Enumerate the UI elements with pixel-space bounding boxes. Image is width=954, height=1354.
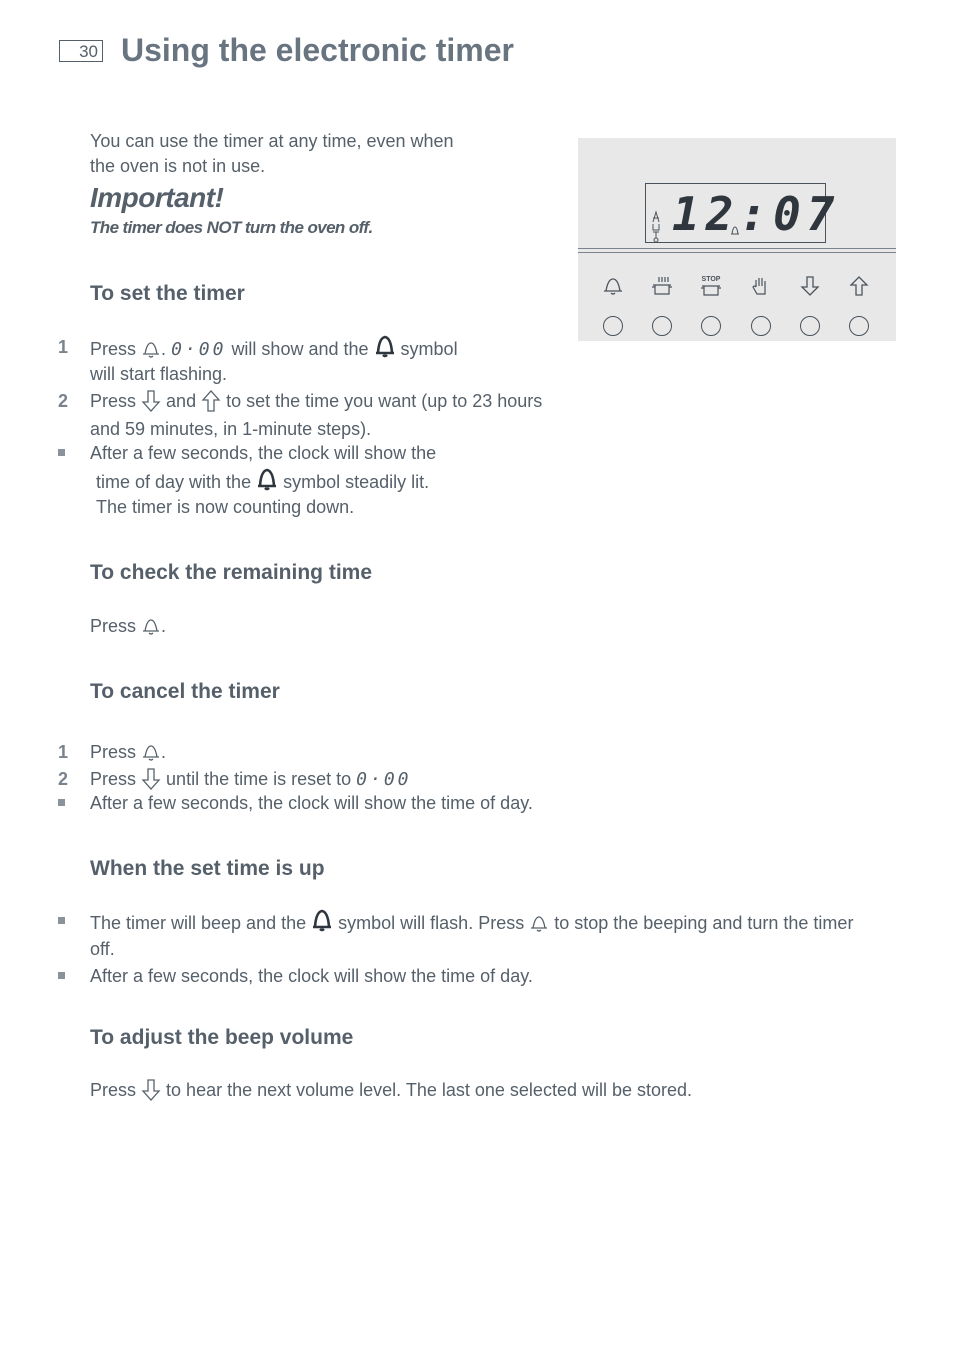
bell-icon	[141, 616, 161, 636]
bell-icon	[141, 742, 161, 762]
step-number: 2	[58, 769, 69, 789]
bullet	[58, 799, 65, 806]
bullet	[58, 917, 65, 924]
bell-indicator-icon	[730, 225, 740, 237]
arrow-up-icon	[849, 275, 869, 297]
time-up-bullet-1-line-2: off.	[90, 939, 115, 959]
bullet	[58, 449, 65, 456]
step-number: 1	[58, 742, 69, 762]
time-up-bullet-1-line-1: The timer will beep and the symbol will flash. Press to stop the beeping and turn the timer	[90, 908, 853, 936]
bell-solid-icon	[311, 908, 333, 932]
stop-time-button[interactable]	[701, 316, 721, 336]
step-number: 2	[58, 391, 69, 411]
arrow-up-icon	[201, 389, 221, 413]
bell-solid-icon	[374, 334, 396, 358]
cancel-step-1: Press .	[90, 742, 167, 762]
time-up-heading: When the set time is up	[90, 857, 325, 880]
arrow-down-icon	[800, 275, 820, 297]
set-step-2-line-1: Press and to set the time you want (up to 23 hours	[90, 391, 543, 411]
display-zero: 0·00	[171, 339, 227, 360]
bell-icon	[602, 276, 624, 296]
set-timer-heading: To set the timer	[90, 282, 245, 305]
decrease-button[interactable]	[800, 316, 820, 336]
bullet	[58, 972, 65, 979]
page-number: 30	[59, 40, 103, 62]
intro-line-2: the oven is not in use.	[90, 156, 266, 176]
volume-text: Press to hear the next volume level. The last one selected will be stored.	[90, 1080, 693, 1100]
oven-control-panel	[578, 138, 896, 341]
cancel-bullet: After a few seconds, the clock will show the time of day.	[90, 793, 533, 813]
arrow-down-icon	[141, 767, 161, 791]
arrow-down-icon	[141, 1078, 161, 1102]
hand-icon	[750, 275, 770, 297]
clock-time: 12:07	[672, 187, 841, 241]
bell-icon	[141, 339, 161, 359]
set-step-1-line-1: Press . 0·00 will show and the symbol	[90, 334, 458, 363]
time-up-bullet-2: After a few seconds, the clock will show the time of day.	[90, 966, 533, 986]
check-time-text: Press .	[90, 616, 167, 636]
pot-icon	[650, 275, 674, 297]
arrow-down-icon	[141, 389, 161, 413]
cancel-timer-heading: To cancel the timer	[90, 680, 280, 703]
cook-time-button[interactable]	[652, 316, 672, 336]
display-zero: 0·00	[356, 769, 412, 790]
stop-label: STOP	[701, 276, 721, 283]
set-step-1-line-2: will start flashing.	[90, 364, 228, 384]
important-heading: Important!	[90, 182, 224, 213]
check-time-heading: To check the remaining time	[90, 561, 373, 584]
set-step-2-line-2: and 59 minutes, in 1-minute steps).	[90, 419, 372, 439]
bell-icon	[529, 913, 549, 933]
cancel-step-2: Press until the time is reset to 0·00	[90, 769, 412, 790]
step-number: 1	[58, 337, 69, 357]
auto-indicator-icon	[651, 210, 661, 242]
page-title: Using the electronic timer	[121, 32, 514, 68]
manual-button[interactable]	[751, 316, 771, 336]
increase-button[interactable]	[849, 316, 869, 336]
volume-heading: To adjust the beep volume	[90, 1026, 354, 1049]
bell-solid-icon	[256, 467, 278, 491]
timer-button[interactable]	[603, 316, 623, 336]
clock-display	[645, 183, 841, 243]
intro-line-1: You can use the timer at any time, even when	[90, 131, 454, 151]
set-bullet-line-1: After a few seconds, the clock will show the	[90, 443, 437, 463]
set-bullet-line-3: The timer is now counting down.	[96, 497, 355, 517]
set-bullet-line-2: time of day with the symbol steadily lit.	[96, 467, 429, 495]
stop-pot-icon	[699, 274, 723, 298]
important-text: The timer does NOT turn the oven off.	[90, 218, 373, 237]
